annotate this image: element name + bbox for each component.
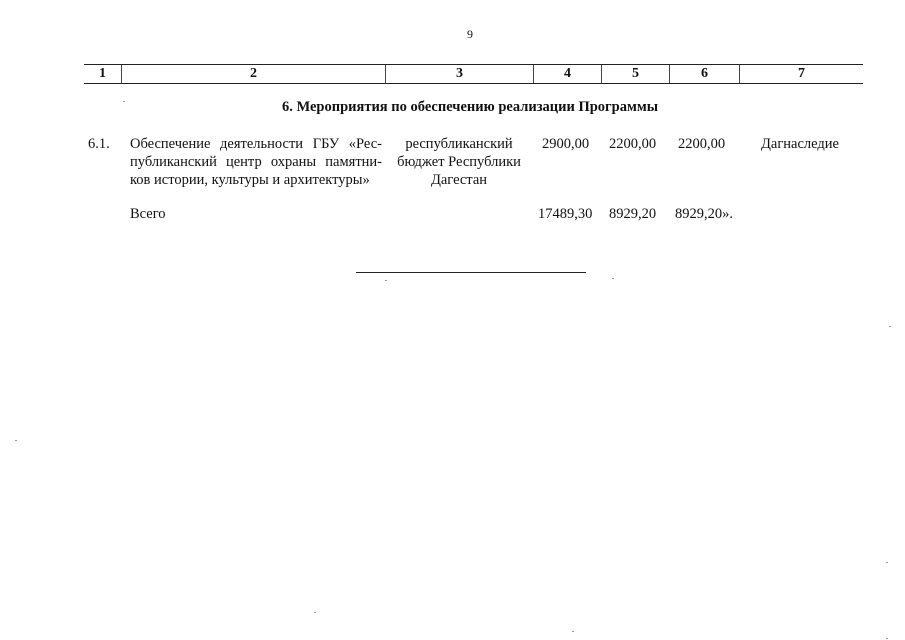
scan-speck bbox=[314, 612, 316, 613]
total-col5-value: 8929,20 bbox=[609, 206, 657, 222]
scan-speck bbox=[123, 101, 125, 102]
total-col6-value: 8929,20». bbox=[675, 206, 733, 222]
header-cell-3: 3 bbox=[386, 65, 534, 83]
row-col4-value: 2900,00 bbox=[542, 136, 590, 152]
scan-speck bbox=[385, 280, 387, 281]
row-source-line: Дагестан bbox=[430, 172, 488, 188]
page-number: 9 bbox=[467, 27, 473, 41]
header-cell-4: 4 bbox=[534, 65, 602, 83]
total-label: Всего bbox=[130, 206, 166, 222]
scan-speck bbox=[15, 440, 17, 441]
header-cell-2: 2 bbox=[122, 65, 386, 83]
scan-speck bbox=[886, 638, 888, 639]
row-description bbox=[130, 135, 382, 189]
total-col4-value: 17489,30 bbox=[538, 206, 593, 222]
table-header-row bbox=[84, 64, 863, 84]
row-col7-value: Дагнаследие bbox=[761, 136, 839, 152]
row-number: 6.1. bbox=[88, 136, 110, 152]
row-description-line: Обеспечение деятельности ГБУ «Рес- bbox=[130, 136, 382, 152]
row-description-line: ков истории, культуры и архитектуры» bbox=[130, 172, 370, 188]
row-funding-source bbox=[388, 135, 530, 189]
row-col5-value: 2200,00 bbox=[609, 136, 657, 152]
header-cell-5: 5 bbox=[602, 65, 670, 83]
header-cell-6: 6 bbox=[670, 65, 740, 83]
scan-speck bbox=[572, 631, 574, 632]
header-cell-7: 7 bbox=[798, 66, 805, 81]
scan-speck bbox=[886, 562, 888, 563]
row-col6-value: 2200,00 bbox=[678, 136, 726, 152]
closing-rule-line bbox=[356, 272, 586, 273]
scan-speck bbox=[612, 278, 614, 279]
section-title: 6. Мероприятия по обеспечению реализации Программы bbox=[281, 99, 659, 115]
header-cell-1: 1 bbox=[84, 65, 122, 83]
row-source-line: республиканский bbox=[405, 136, 513, 152]
scan-speck bbox=[889, 326, 891, 327]
row-description-line: публиканский центр охраны памятни- bbox=[130, 154, 382, 170]
row-source-line: бюджет Республики bbox=[397, 154, 521, 170]
